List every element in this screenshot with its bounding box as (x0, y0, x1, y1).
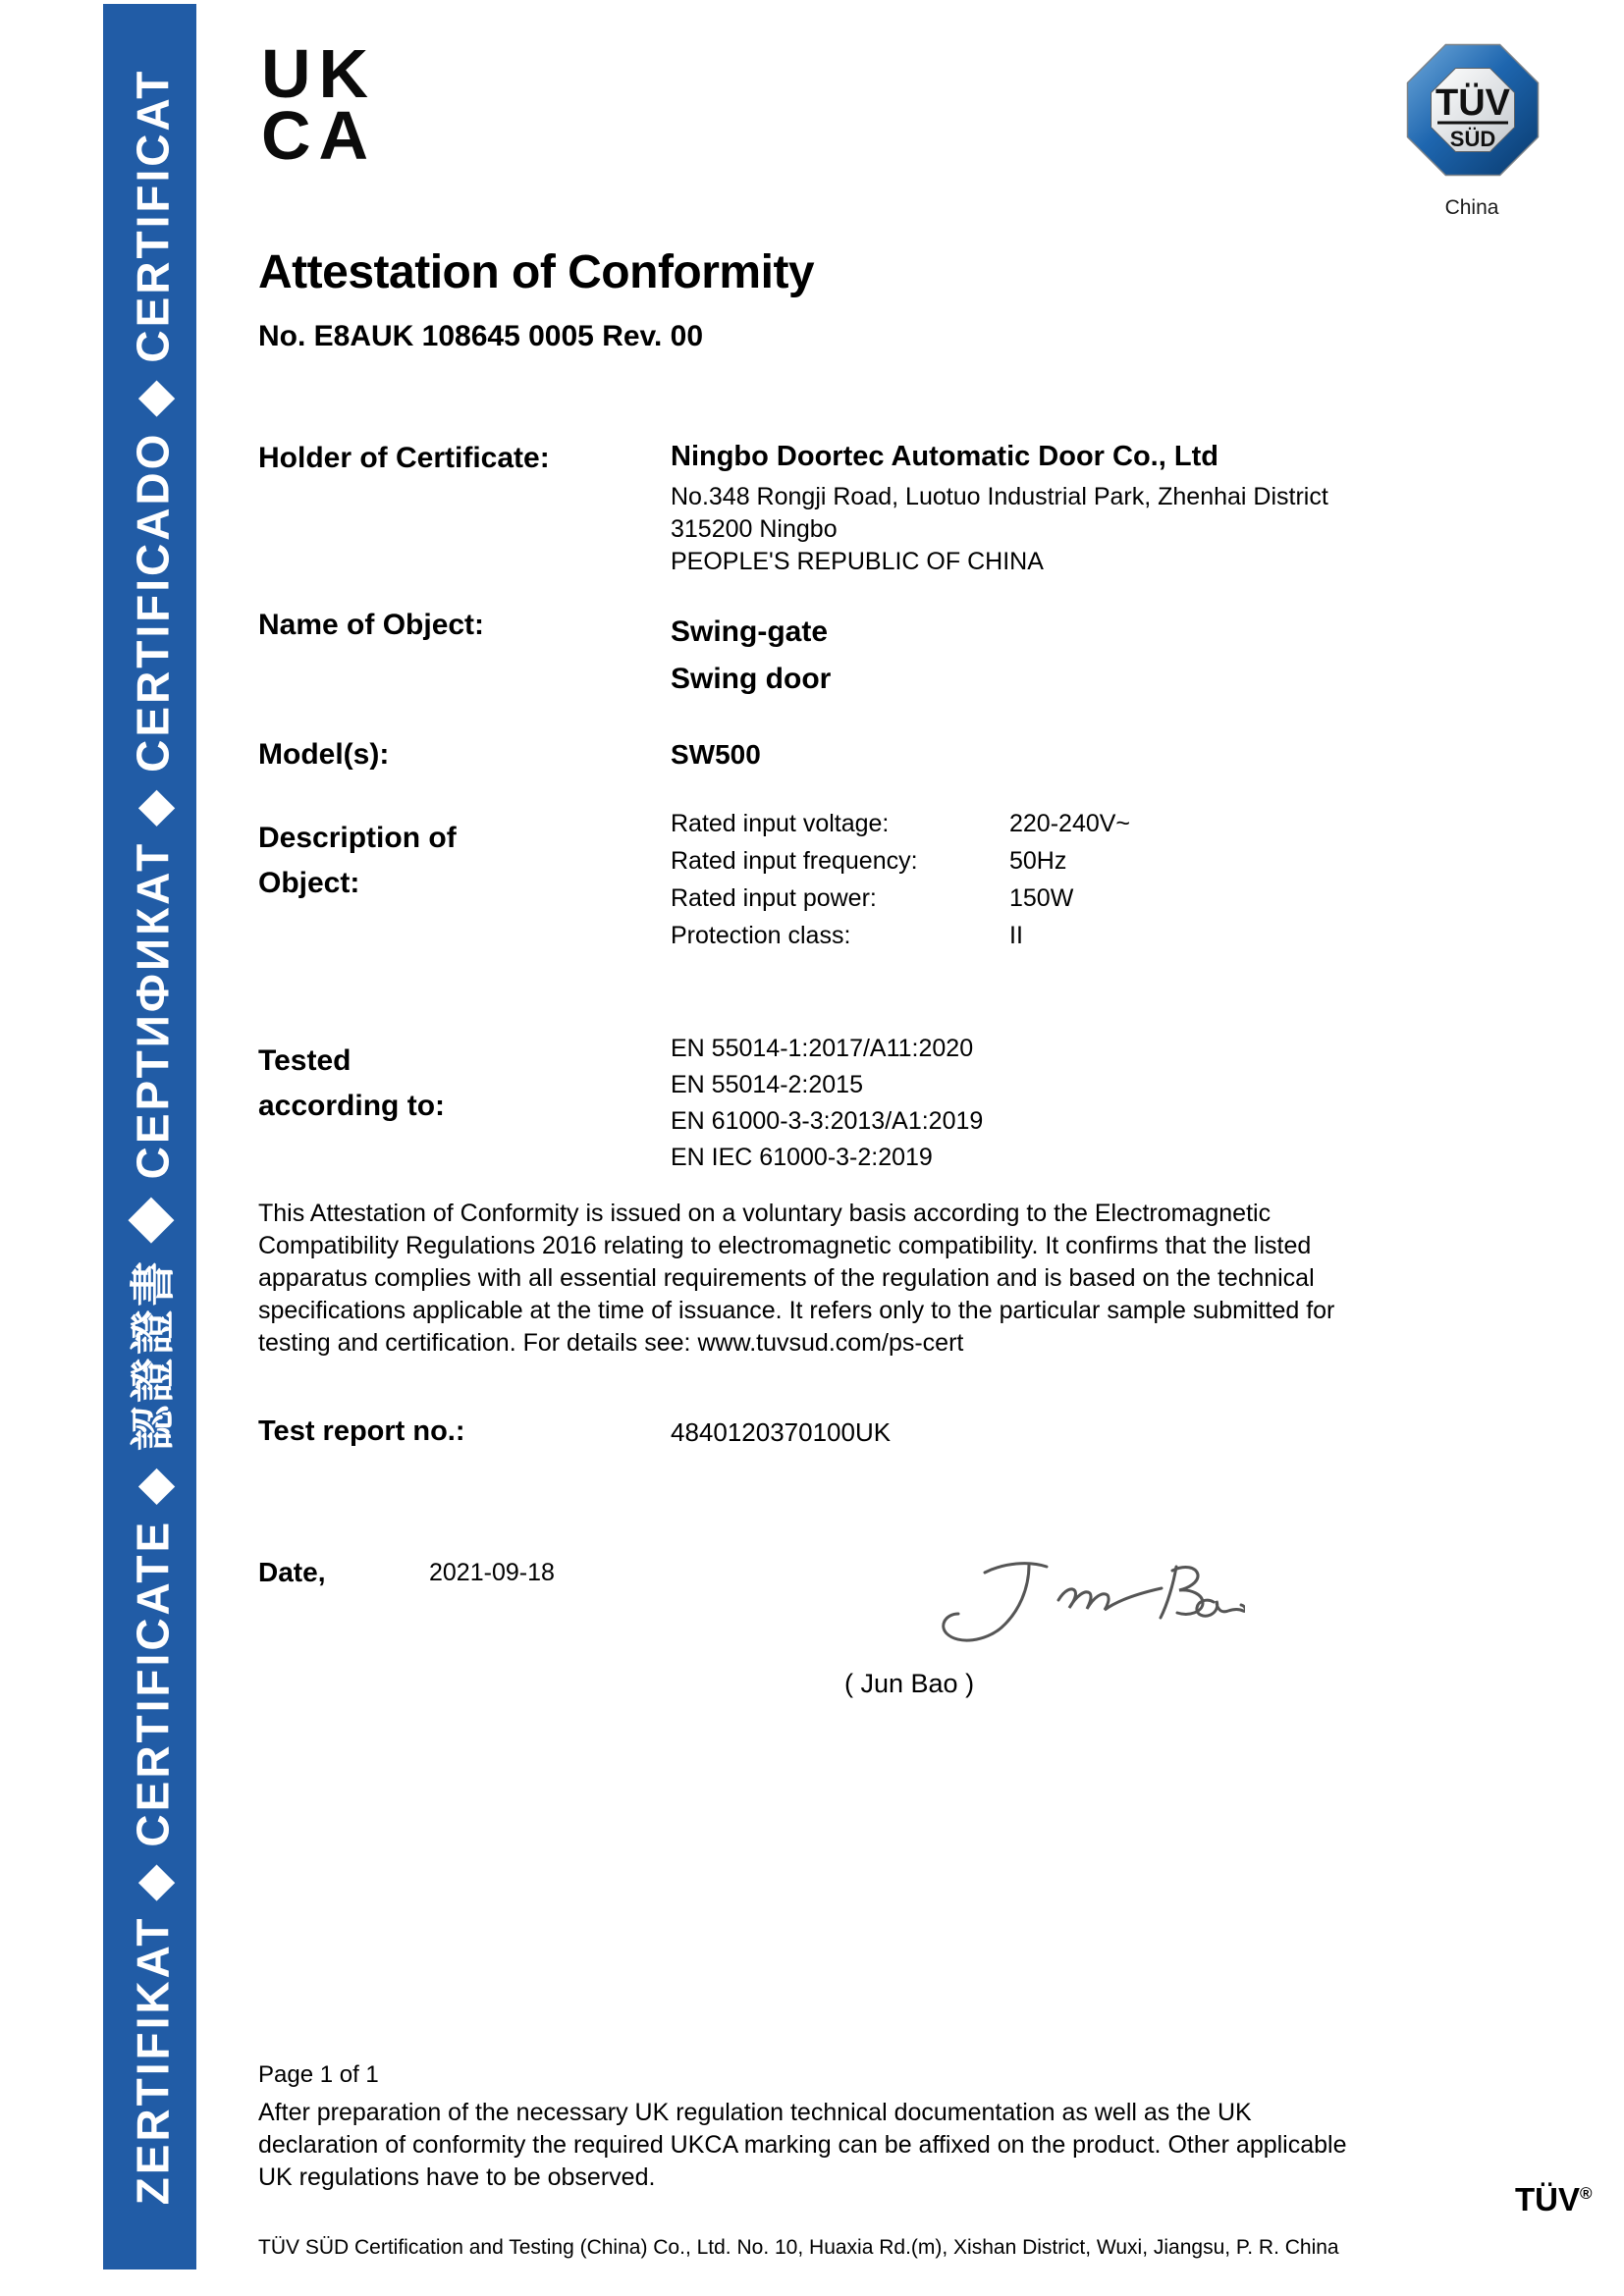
tested-standards (671, 1031, 983, 1176)
standard-line: EN 55014-2:2015 (671, 1071, 863, 1098)
tested-label (258, 1039, 445, 1129)
spec-value: II (1009, 922, 1023, 949)
tested-label-line1: Tested (258, 1044, 352, 1077)
holder-address-line: PEOPLE'S REPUBLIC OF CHINA (671, 548, 1044, 575)
ukca-logo-line2: CA (261, 97, 377, 174)
spec-row (671, 842, 1130, 880)
spec-value: 220-240V~ (1009, 810, 1131, 837)
tuv-wordmark (1515, 2181, 1593, 2218)
tested-label-line2: according to: (258, 1090, 446, 1122)
tuv-logo-text-tuv: TÜV (1435, 82, 1510, 124)
spec-value: 150W (1009, 884, 1074, 912)
holder-address-line: 315200 Ningbo (671, 515, 838, 543)
spec-value: 50Hz (1009, 847, 1067, 875)
models-value: SW500 (671, 739, 761, 770)
object-value-line: Swing door (671, 663, 832, 695)
tuv-sud-logo (1393, 35, 1550, 189)
paragraph-line: This Attestation of Conformity is issued on a voluntary basis according to the Electromagnetic (258, 1200, 1272, 1227)
date-label: Date, (258, 1557, 326, 1587)
tuv-wordmark-text: TÜV (1515, 2181, 1580, 2217)
description-label-line2: Object: (258, 867, 360, 899)
spec-name: Protection class: (671, 922, 851, 949)
spec-name: Rated input voltage: (671, 810, 890, 837)
object-values (671, 609, 831, 703)
certificate-number: No. E8AUK 108645 0005 Rev. 00 (258, 320, 704, 352)
document-title: Attestation of Conformity (258, 246, 815, 298)
models-label: Model(s): (258, 738, 390, 771)
footer-note-line: UK regulations have to be observed. (258, 2163, 656, 2191)
issuer-address: TÜV SÜD Certification and Testing (China) Co., Ltd. No. 10, Huaxia Rd.(m), Xishan District, Wuxi, Jiangsu, P. R. China (258, 2236, 1339, 2259)
holder-address (671, 481, 1328, 578)
footer-note (258, 2097, 1347, 2194)
tuv-sud-octagon-icon (1393, 35, 1550, 185)
standard-line: EN 55014-1:2017/A11:2020 (671, 1035, 974, 1062)
paragraph-line: Compatibility Regulations 2016 relating to electromagnetic compatibility. It confirms that the listed (258, 1232, 1312, 1259)
standard-line: EN 61000-3-3:2013/A1:2019 (671, 1107, 984, 1135)
spec-row (671, 917, 1130, 954)
holder-label: Holder of Certificate: (258, 442, 550, 474)
description-label-line1: Description of (258, 822, 457, 854)
spec-name: Rated input frequency: (671, 847, 918, 875)
registered-trademark-symbol: ® (1580, 2184, 1593, 2203)
holder-address-line: No.348 Rongji Road, Luotuo Industrial Park, Zhenhai District (671, 483, 1328, 510)
ukca-logo-line1: UK (261, 35, 377, 112)
page-number: Page 1 of 1 (258, 2061, 379, 2088)
attestation-paragraph (258, 1198, 1334, 1360)
paragraph-line: testing and certification. For details see: www.tuvsud.com/ps-cert (258, 1329, 964, 1357)
date-value: 2021-09-18 (429, 1559, 555, 1586)
description-specs (671, 805, 1130, 954)
description-label (258, 816, 457, 906)
signature-handwriting-icon (882, 1555, 1245, 1648)
paragraph-line: specifications applicable at the time of issuance. It refers only to the particular sample submitted for (258, 1297, 1335, 1324)
spec-name: Rated input power: (671, 884, 877, 912)
holder-company-name: Ningbo Doortec Automatic Door Co., Ltd (671, 441, 1218, 472)
tuv-logo-text-sud: SÜD (1449, 127, 1496, 151)
ukca-logo (261, 35, 377, 174)
sidebar-multilingual-text: ZERTIFIKAT ◆ CERTIFICATE ◆ 認證證書 ◆ СЕРТИФИКАТ ◆ CERTIFICADO ◆ CERTIFICAT (127, 68, 179, 2206)
signature (882, 1555, 1245, 1653)
certificate-sidebar-band (103, 4, 196, 2269)
test-report-value: 4840120370100UK (671, 1417, 892, 1447)
tuv-logo-caption: China (1444, 196, 1499, 219)
paragraph-line: apparatus complies with all essential requirements of the regulation and is based on the technical (258, 1264, 1315, 1292)
test-report-label: Test report no.: (258, 1415, 465, 1447)
footer-note-line: After preparation of the necessary UK regulation technical documentation as well as the UK (258, 2099, 1252, 2126)
footer-note-line: declaration of conformity the required UKCA marking can be affixed on the product. Other applicable (258, 2131, 1347, 2159)
signature-caption: ( Jun Bao ) (844, 1669, 975, 1698)
standard-line: EN IEC 61000-3-2:2019 (671, 1144, 933, 1171)
object-label: Name of Object: (258, 609, 485, 641)
spec-row (671, 805, 1130, 842)
spec-row (671, 880, 1130, 917)
object-value-line: Swing-gate (671, 615, 829, 648)
